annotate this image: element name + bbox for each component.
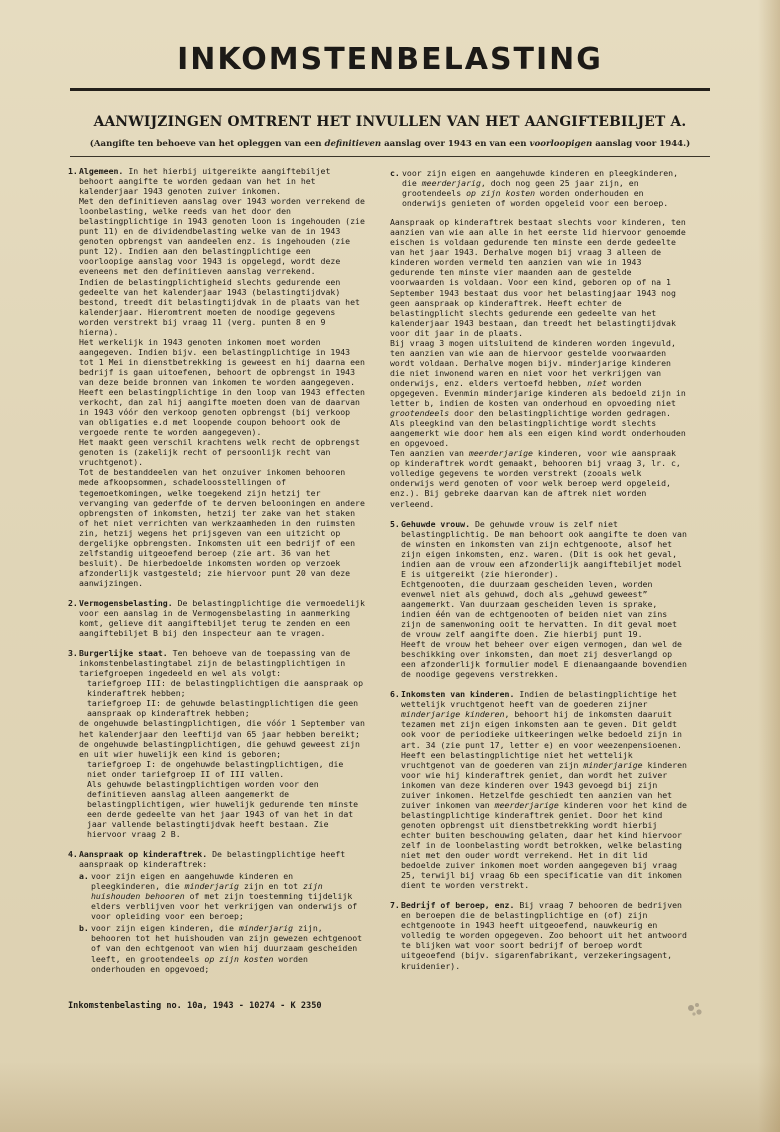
paragraph: Indien de belastingplichtigheid slechts gedurende een gedeelte van het kalenderjaar 1943 (belastingtijdvak) bestond, treedt dit belastingtijdvak in de plaats van het kalenderjaar. Hieromtrent moeten de noodige gegevens worden verstrekt bij vraag 11 (verg. punten 8 en 9 hierna). [79,276,360,337]
section-heading: Burgerlijke staat. [79,648,168,659]
note-suffix: aanslag voor 1944.) [595,139,691,149]
note-emphasis-2: voorloopigen [529,139,593,149]
paragraph [390,448,688,508]
tariff-group-2-b: de ongehuwde belastingplichtigen, die vóór 1 September van het kalenderjaar den leeftijd van 65 jaar hebben bereikt; [79,718,365,739]
title-rule [70,88,710,91]
section-number: 4. [68,849,78,860]
paragraph: Echtgenooten, die duurzaam gescheiden leven, worden evenwel niet als gehuwd, doch als „gehuwd geweest” aangemerkt. Van duurzaam gescheiden leven is sprake, indien één van de echtgenooten of beiden niet van zins zijn de samenwoning ooit te hervatten. In dit geval moet de vrouw zelf aangifte doen. Zie hierbij punt 19. [401,578,678,640]
section-body [68,598,366,638]
section-body [390,900,688,970]
note-emphasis-1: definitieven [324,139,382,149]
section-4-continued [390,168,688,509]
item-emphasis: minderjarig [238,923,294,934]
list-item-c [390,168,688,208]
footer-form-name: Inkomstenbelasting [68,1001,162,1011]
item-letter: c. [390,168,400,178]
document-title: INKOMSTENBELASTING [177,42,603,77]
paper-edge-shadow [758,0,780,1132]
document-subtitle: AANWIJZINGEN OMTRENT HET INVULLEN VAN HET AANGIFTEBILJET A. [93,114,687,130]
paragraph: Heeft de vrouw het beheer over eigen vermogen, dan wel de beschikking over inkomsten, dan moet zij desverlangd op een afzonderlijk formulier model E dienaangaande bovendien de noodige gegevens verstrekken. [401,639,687,680]
item-text: voor zijn eigen kinderen, die [91,923,234,934]
item-emphasis: meerderjarig [421,178,481,189]
section-2 [68,598,366,638]
section-heading: Gehuwde vrouw. [401,518,471,529]
section-heading: Inkomsten van kinderen. [401,689,515,700]
section-number: 1. [68,166,78,176]
item-emphasis: zijn huishouden behooren [91,881,323,902]
paper-bottom-shadow [0,1062,780,1132]
paragraph-text: kinderen, voor wie aanspraak op kinderaftrek wordt gemaakt, behooren bij vraag 3, lr. c, volledige gegevens te worden verstrekt (zooals welk onderwijs werd genoten of voor welk beroep werd opgeleid, enz.). Bij gebreke daarvan kan de aftrek niet worden verleend. [390,448,681,509]
paragraph-text: kinderen voor het kind de belastingplichtige kinderaftrek geniet. Door het kind genoten opbrengst uit dienstbetrekking wordt hierbij echter buiten beschouwing gelaten, daar het kind hiervoor zelf in de loonbelasting wordt betrokken, welke belasting niet met den ouder wordt verrekend. Het in dit lid bedoelde zuiver inkomen moet worden aangegeven bij vraag 25, terwijl bij vraag 6b een specificatie van dit inkomen dient te worden verstrekt. [401,799,687,891]
section-5 [390,519,688,680]
paragraph-text: Ten aanzien van [390,448,464,459]
paragraph-emphasis: meerderjarige [468,448,533,459]
item-emphasis: op zijn kosten [466,188,536,199]
section-text: Ten behoeve van de toepassing van de inkomstenbelastingtabel zijn de belastingplichtigen in tariefgroepen ingedeeld en wel als volgt: [79,648,351,679]
section-heading: Algemeen. [79,166,124,176]
section-number: 7. [390,900,400,911]
item-text: voor zijn eigen en aangehuwde kinderen en pleegkinderen, die [91,871,294,892]
section-number: 3. [68,648,78,659]
item-text: of met zijn toestemming tijdelijk elders verblijven voor het verkrijgen van onderwijs of voor opleiding voor een beroep; [91,891,358,922]
item-text: zijn, behooren tot het huishouden van zijn gewezen echtgenoot of van den echtgenoot van wien hij duurzaam gescheiden leeft, en grootendeels [91,923,363,964]
left-column [68,166,366,984]
section-body [68,166,366,588]
item-letter: a. [79,871,89,882]
tariff-group-2-c: de ongehuwde belastingplichtigen, die gehuwd geweest zijn en uit wier huwelijk een kind is geboren; [79,738,360,759]
note-prefix: (Aangifte ten behoeve van het opleggen van een [89,139,322,149]
section-text: De gehuwde vrouw is zelf niet belastingplichtig. De man behoort ook aangifte te doen van de winsten en inkomsten van zijn echtgenoote, alsof het zijn eigen inkomsten, enz. waren. (Dit is ook het geval, indien aan de vrouw een afzonderlijk aangiftebiljet model E is uitgereikt (zie hieronder). [401,518,687,579]
section-1 [68,166,366,588]
section-heading: Vermogensbelasting. [79,597,173,608]
paragraph: Als gehuwde belastingplichtigen worden voor den definitieven aanslag alleen aangemerkt de belastingplichtigen, wier huwelijk gedurende ten minste een derde gedeelte van het jaar 1943 of van het in dat jaar vallende belastingtijdvak heeft bestaan. Zie hiervoor vraag 2 B. [87,778,359,839]
note-middle: aanslag over 1943 en van een [384,139,527,149]
paragraph [79,648,366,678]
right-column [390,166,688,981]
divider-rule [70,156,710,157]
section-heading: Aanspraak op kinderaftrek. [79,849,208,860]
paragraph [401,900,688,970]
paragraph-text: Heeft een belastingplichtige niet het wettelijk vruchtgenot van de goederen van zijn [401,749,633,770]
paragraph [390,338,688,418]
paragraph [401,750,688,891]
item-emphasis: op zijn kosten [204,953,274,964]
paragraph: Het maakt geen verschil krachtens welk recht de opbrengst genoten is (zakelijk recht of persoonlijk recht van vruchtgenot). [79,437,360,468]
section-6 [390,689,688,890]
tariff-group-3: tariefgroep III: de belastingplichtigen die aanspraak op kinderaftrek hebben; [87,678,364,699]
section-body [68,849,366,974]
paragraph-text: worden opgegeven. Evenmin minderjarige kinderen als bedoeld zijn in letter b, indien de kosten van onderhoud en opvoeding niet [390,377,686,409]
paragraph [401,519,688,579]
section-3 [68,648,366,839]
item-text: voor zijn eigen en aangehuwde kinderen en pleegkinderen, die [402,168,679,189]
section-text: In het hierbij uitgereikte aangiftebiljet behoort aangifte te worden gedaan van het in het kalenderjaar 1943 genoten zuiver inkomen. [79,166,331,197]
paragraph-text: , behoort hij de inkomsten daaruit tezamen met zijn eigen inkomsten aan te geven. Dit geldt ook voor de periodieke uitkeeringen welke bedoeld zijn in art. 34 (zie punt 17, letter e) en voor weezenpensioenen. [401,709,682,750]
paragraph-text: door den belastingplichtige worden gedragen. [454,408,671,419]
document-note [70,139,710,149]
form-footer [68,1001,388,1011]
paragraph: Als pleegkind van den belastingplichtige wordt slechts aangemerkt wie door hem als een eigen kind wordt onderhouden en opgevoed. [390,418,686,449]
section-body [68,648,366,839]
paragraph-emphasis: minderjarige kinderen [401,709,505,720]
item-text: worden onderhouden en onderwijs genieten of worden opgeleid voor een beroep. [402,188,669,209]
paragraph-emphasis: niet [587,377,607,388]
paragraph: Aanspraak op kinderaftrek bestaat slechts voor kinderen, ten aanzien van wie aan alle in het eerste lid hiervoor genoemde eischen is voldaan gedurende ten minste een derde gedeelte van het jaar 1943. Derhalve mogen bij vraag 3 alleen de kinderen worden vermeld ten aanzien van wie in 1943 gedurende ten minste vier maanden aan de gestelde voorwaarden is voldaan. Voor een kind, geboren op of na 1 September 1943 bestaat dus voor het belastingjaar 1943 nog geen aanspraak op kinderaftrek. Heeft echter de belastingplicht slechts gedurende een gedeelte van het kalenderjaar 1943 bestaan, dan treedt het belastingtijdvak voor dit jaar in de plaats. [390,217,686,338]
section-4 [68,849,366,974]
paragraph: Tot de bestanddeelen van het onzuiver inkomen behooren mede afkoopsommen, schadeloosstellingen of tegemoetkomingen, welke toegekend zijn hetzij ter vervanging van gederfde of te derven belooningen en andere opbrengsten of inkomsten, hetzij ter zake van het staken of het niet verrichten van werkzaamheden in den ruimsten zin, hetzij wegens het prijsgeven van een uitzicht op dergelijke opbrengsten. Inkomsten uit een bedrijf of een zelfstandig uitgeoefend beroep (zie art. 36 van het besluit). De hierbedoelde inkomsten worden op verzoek afzonderlijk vastgesteld; zie hiervoor punt 20 van deze aanwijzingen. [79,467,365,588]
paragraph [79,598,366,638]
list-item-a [79,871,366,921]
item-letter: b. [79,923,89,934]
section-body [390,519,688,680]
paragraph [79,166,366,196]
section-text: De belastingplichtige heeft aanspraak op kinderaftrek: [79,849,346,870]
section-number: 6. [390,689,400,700]
paragraph-emphasis: meerderjarige [494,799,559,810]
footer-form-ref: no. 10a, 1943 - 10274 - K 2350 [166,1001,322,1011]
section-7 [390,900,688,970]
paragraph: Het werkelijk in 1943 genoten inkomen moet worden aangegeven. Indien bijv. een belastingplichtige in 1943 tot 1 Mei in dienstbetrekking is geweest en hij daarna een bedrijf is gaan uitoefenen, behoort de opbrengst in 1943 van deze beide bronnen van inkomen te worden aangegeven. Heeft een belastingplichtige in den loop van 1943 effecten verkocht, dan zal hij aangifte moeten doen van de daarvan in 1943 vóór den verkoop genoten opbrengst (bij verkoop van obligaties e.d met loopende coupon behoort ook de vergoede rente te worden aangegeven). [79,336,365,438]
ink-mark-icon [682,998,708,1020]
paragraph-text: Indien de belastingplichtige het wettelijk vruchtgenot heeft van de goederen zijner [401,689,678,710]
paragraph [79,849,366,869]
item-text: zijn en tot [243,881,299,892]
paragraph-text: kinderen voor wie hij kinderaftrek geniet, dan wordt het zuiver inkomen van deze kinderen over 1943 gevoegd bij zijn zuiver inkomen. Hetzelfde geschiedt ten aanzien van het zuiver inkomen van [401,759,687,810]
item-text: worden onderhouden en opgevoed; [91,953,308,974]
list-item-b [79,923,366,973]
paragraph: Met den definitieven aanslag over 1943 worden verrekend de loonbelasting, welke reeds van het door den belastingplichtige in 1943 genoten loon is ingehouden (zie punt 11) en de dividendbelasting welke van de in 1943 genoten opbrengst van aandeelen enz. is ingehouden (zie punt 12). Indien aan den belastingplichtige een voorloopige aanslag voor 1943 is opgelegd, wordt deze eveneens met den definitieven aanslag verrekend. [79,196,365,277]
section-number: 5. [390,518,400,529]
tariff-group-2: tariefgroep II: de gehuwde belastingplichtigen die geen aanspraak op kinderaftrek hebben; [87,698,359,719]
section-text: De belastingplichtige die vermoedelijk voor een aanslag in de Vermogensbelasting in aanmerking komt, gelieve dit aangiftebiljet terug te zenden en een aangiftebiljet B bij den inspecteur aan te vragen. [79,597,365,639]
section-number: 2. [68,597,78,608]
section-body [390,689,688,890]
paragraph [401,689,688,749]
paragraph-text: Bij vraag 3 mogen uitsluitend de kinderen worden ingevuld, ten aanzien van wie aan de hiervoor gestelde voorwaarden wordt voldaan. Derhalve mogen bijv. minderjarige kinderen die niet inwonend waren en niet voor het verkrijgen van onderwijs, enz. elders vertoefd hebben, [390,337,676,388]
paragraph-emphasis: grootendeels [390,408,450,419]
item-text: , doch nog geen 25 jaar zijn, en grootendeels [402,178,639,199]
paragraph-emphasis: minderjarige [583,759,643,770]
section-text: Bij vraag 7 behooren de bedrijven en beroepen die de belastingplichtige en (of) zijn echtgenoote in 1943 heeft uitgeoefend, nauwkeurig en volledig te worden opgegeven. Zoo behoort uit het antwoord te blijken wat voor soort bedrijf of beroep wordt uitgeoefend (bijv. sigarenfabrikant, verzekeringsagent, kruidenier). [401,900,687,971]
tariff-group-1: tariefgroep I: de ongehuwde belastingplichtigen, die niet onder tariefgroep II of III vallen. [87,758,344,779]
item-emphasis: minderjarig [184,881,239,892]
section-heading: Bedrijf of beroep, enz. [401,900,515,911]
